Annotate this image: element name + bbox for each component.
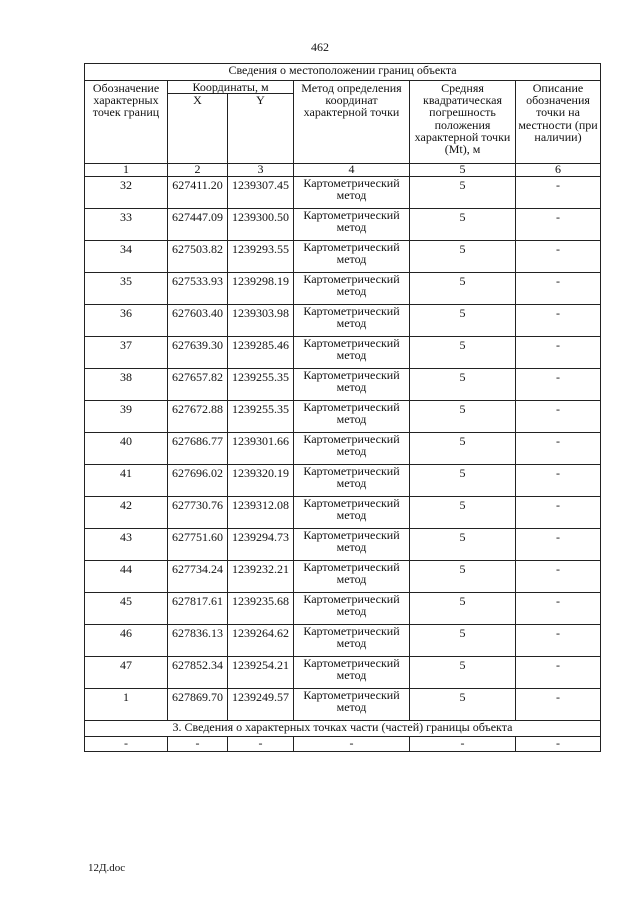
method-cell: Картометрический метод — [294, 369, 410, 401]
description-cell: - — [516, 625, 601, 657]
table-row — [85, 561, 601, 593]
y-coordinate-cell: 1239254.21 — [228, 657, 294, 689]
method-cell: Картометрический метод — [294, 401, 410, 433]
accuracy-cell: 5 — [410, 305, 516, 337]
x-coordinate-cell: 627852.34 — [168, 657, 228, 689]
description-cell: - — [516, 433, 601, 465]
column-numbers-row — [85, 164, 601, 177]
method-cell: Картометрический метод — [294, 529, 410, 561]
header-x: X — [168, 94, 228, 164]
section3-cell: - — [410, 737, 516, 752]
document-file-label: 12Д.doc — [88, 862, 126, 874]
table-row — [85, 209, 601, 241]
accuracy-cell: 5 — [410, 497, 516, 529]
column-number: 4 — [294, 164, 410, 177]
accuracy-cell: 5 — [410, 273, 516, 305]
description-cell: - — [516, 465, 601, 497]
table-row — [85, 625, 601, 657]
method-cell: Картометрический метод — [294, 337, 410, 369]
table-row — [85, 305, 601, 337]
method-cell: Картометрический метод — [294, 657, 410, 689]
method-cell: Картометрический метод — [294, 465, 410, 497]
table-row — [85, 529, 601, 561]
description-cell: - — [516, 337, 601, 369]
method-cell: Картометрический метод — [294, 273, 410, 305]
table-row — [85, 337, 601, 369]
point-cell: 45 — [85, 593, 168, 625]
accuracy-cell: 5 — [410, 433, 516, 465]
y-coordinate-cell: 1239293.55 — [228, 241, 294, 273]
x-coordinate-cell: 627751.60 — [168, 529, 228, 561]
point-cell: 46 — [85, 625, 168, 657]
point-cell: 37 — [85, 337, 168, 369]
section3-cell: - — [85, 737, 168, 752]
boundary-coordinates-table — [84, 63, 601, 752]
point-cell: 41 — [85, 465, 168, 497]
description-cell: - — [516, 209, 601, 241]
column-number: 6 — [516, 164, 601, 177]
y-coordinate-cell: 1239303.98 — [228, 305, 294, 337]
table-row — [85, 273, 601, 305]
column-number: 2 — [168, 164, 228, 177]
y-coordinate-cell: 1239285.46 — [228, 337, 294, 369]
point-cell: 32 — [85, 177, 168, 209]
point-cell: 1 — [85, 689, 168, 721]
table-row — [85, 593, 601, 625]
description-cell: - — [516, 689, 601, 721]
y-coordinate-cell: 1239255.35 — [228, 369, 294, 401]
accuracy-cell: 5 — [410, 689, 516, 721]
y-coordinate-cell: 1239301.66 — [228, 433, 294, 465]
point-cell: 42 — [85, 497, 168, 529]
section3-cell: - — [516, 737, 601, 752]
table-row — [85, 177, 601, 209]
column-number: 3 — [228, 164, 294, 177]
point-cell: 44 — [85, 561, 168, 593]
accuracy-cell: 5 — [410, 561, 516, 593]
header-coords: Координаты, м — [168, 81, 294, 94]
description-cell: - — [516, 401, 601, 433]
table-row — [85, 433, 601, 465]
accuracy-cell: 5 — [410, 529, 516, 561]
header-description: Описание обозначения точки на местности (при наличии) — [516, 81, 601, 164]
section3-cell: - — [168, 737, 228, 752]
method-cell: Картометрический метод — [294, 625, 410, 657]
description-cell: - — [516, 657, 601, 689]
method-cell: Картометрический метод — [294, 177, 410, 209]
method-cell: Картометрический метод — [294, 561, 410, 593]
method-cell: Картометрический метод — [294, 497, 410, 529]
header-method: Метод определения координат характерной точки — [294, 81, 410, 164]
table-row — [85, 369, 601, 401]
description-cell: - — [516, 561, 601, 593]
accuracy-cell: 5 — [410, 369, 516, 401]
header-point: Обозначение характерных точек границ — [85, 81, 168, 164]
accuracy-cell: 5 — [410, 465, 516, 497]
header-accuracy: Средняя квадратическая погрешность положения характерной точки (Mt), м — [410, 81, 516, 164]
table-caption: Сведения о местоположении границ объекта — [85, 64, 601, 81]
column-number: 5 — [410, 164, 516, 177]
y-coordinate-cell: 1239249.57 — [228, 689, 294, 721]
table-row — [85, 401, 601, 433]
table-row — [85, 497, 601, 529]
method-cell: Картометрический метод — [294, 433, 410, 465]
x-coordinate-cell: 627836.13 — [168, 625, 228, 657]
y-coordinate-cell: 1239307.45 — [228, 177, 294, 209]
method-cell: Картометрический метод — [294, 241, 410, 273]
y-coordinate-cell: 1239232.21 — [228, 561, 294, 593]
description-cell: - — [516, 305, 601, 337]
section3-title-row — [85, 721, 601, 737]
y-coordinate-cell: 1239298.19 — [228, 273, 294, 305]
section3-empty-row — [85, 737, 601, 752]
accuracy-cell: 5 — [410, 209, 516, 241]
page-number: 462 — [311, 40, 329, 54]
x-coordinate-cell: 627734.24 — [168, 561, 228, 593]
y-coordinate-cell: 1239312.08 — [228, 497, 294, 529]
y-coordinate-cell: 1239235.68 — [228, 593, 294, 625]
x-coordinate-cell: 627503.82 — [168, 241, 228, 273]
point-cell: 34 — [85, 241, 168, 273]
point-cell: 39 — [85, 401, 168, 433]
point-cell: 40 — [85, 433, 168, 465]
table-row — [85, 689, 601, 721]
header-y: Y — [228, 94, 294, 164]
description-cell: - — [516, 497, 601, 529]
table-row — [85, 241, 601, 273]
accuracy-cell: 5 — [410, 177, 516, 209]
point-cell: 36 — [85, 305, 168, 337]
x-coordinate-cell: 627817.61 — [168, 593, 228, 625]
method-cell: Картометрический метод — [294, 305, 410, 337]
table-caption-row — [85, 64, 601, 81]
accuracy-cell: 5 — [410, 657, 516, 689]
x-coordinate-cell: 627869.70 — [168, 689, 228, 721]
table-row — [85, 465, 601, 497]
description-cell: - — [516, 593, 601, 625]
x-coordinate-cell: 627730.76 — [168, 497, 228, 529]
method-cell: Картометрический метод — [294, 689, 410, 721]
accuracy-cell: 5 — [410, 593, 516, 625]
x-coordinate-cell: 627657.82 — [168, 369, 228, 401]
point-cell: 43 — [85, 529, 168, 561]
x-coordinate-cell: 627447.09 — [168, 209, 228, 241]
y-coordinate-cell: 1239320.19 — [228, 465, 294, 497]
x-coordinate-cell: 627639.30 — [168, 337, 228, 369]
description-cell: - — [516, 177, 601, 209]
x-coordinate-cell: 627411.20 — [168, 177, 228, 209]
section3-cell: - — [228, 737, 294, 752]
description-cell: - — [516, 369, 601, 401]
accuracy-cell: 5 — [410, 241, 516, 273]
point-cell: 47 — [85, 657, 168, 689]
description-cell: - — [516, 241, 601, 273]
x-coordinate-cell: 627686.77 — [168, 433, 228, 465]
method-cell: Картометрический метод — [294, 593, 410, 625]
description-cell: - — [516, 529, 601, 561]
accuracy-cell: 5 — [410, 625, 516, 657]
table-row — [85, 657, 601, 689]
point-cell: 38 — [85, 369, 168, 401]
y-coordinate-cell: 1239300.50 — [228, 209, 294, 241]
point-cell: 33 — [85, 209, 168, 241]
x-coordinate-cell: 627533.93 — [168, 273, 228, 305]
y-coordinate-cell: 1239255.35 — [228, 401, 294, 433]
y-coordinate-cell: 1239294.73 — [228, 529, 294, 561]
method-cell: Картометрический метод — [294, 209, 410, 241]
point-cell: 35 — [85, 273, 168, 305]
section3-title: 3. Сведения о характерных точках части (частей) границы объекта — [85, 721, 601, 737]
accuracy-cell: 5 — [410, 401, 516, 433]
x-coordinate-cell: 627696.02 — [168, 465, 228, 497]
y-coordinate-cell: 1239264.62 — [228, 625, 294, 657]
x-coordinate-cell: 627672.88 — [168, 401, 228, 433]
section3-cell: - — [294, 737, 410, 752]
table-header-row — [85, 81, 601, 94]
description-cell: - — [516, 273, 601, 305]
column-number: 1 — [85, 164, 168, 177]
accuracy-cell: 5 — [410, 337, 516, 369]
x-coordinate-cell: 627603.40 — [168, 305, 228, 337]
